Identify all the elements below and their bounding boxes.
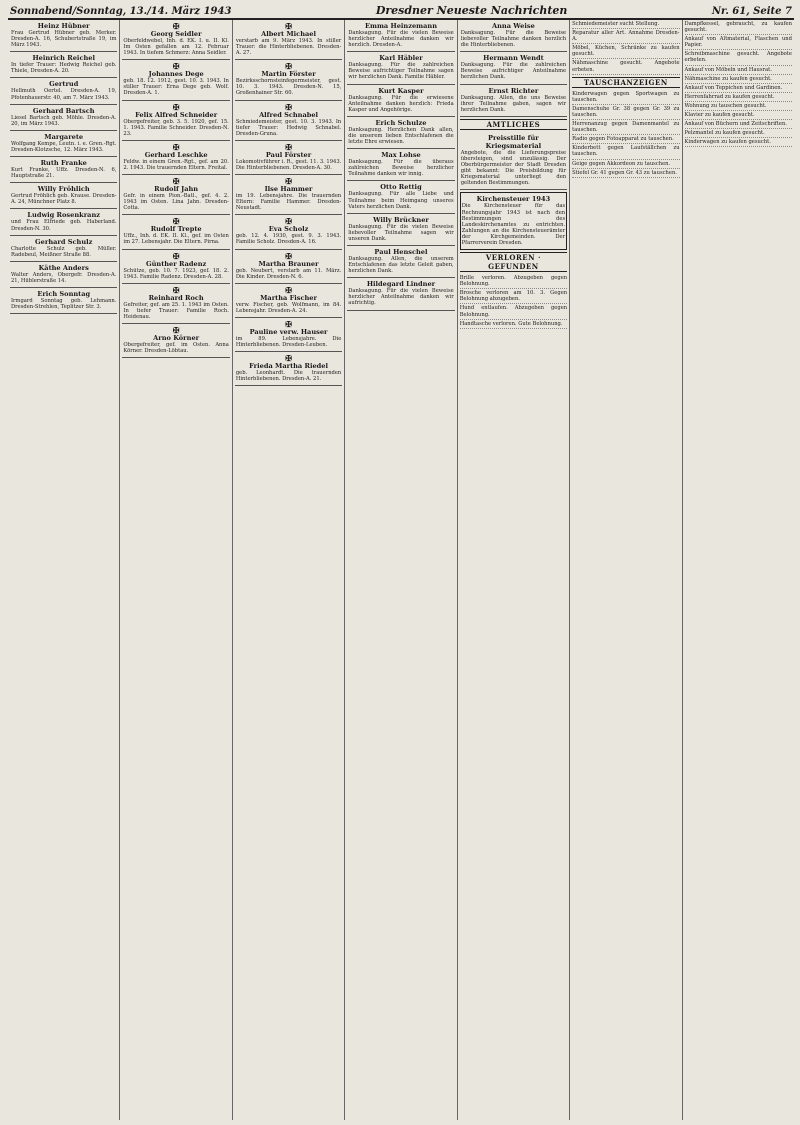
classified-ad: Reparatur aller Art. Annahme Dresden-A.: [572, 29, 679, 44]
notice-name: Max Lohse: [381, 151, 421, 160]
notice: [10, 288, 117, 314]
notice-name: Günther Radenz: [145, 259, 207, 268]
notice-name: Hildegard Lindner: [366, 280, 436, 289]
notice: [235, 175, 342, 215]
notice-name: Felix Alfred Schneider: [135, 110, 218, 119]
notice-name: Arno Körner: [153, 333, 200, 342]
notice-text: Danksagung. Für die zahlreichen Beweise aufrichtiger Anteilnahme herzlichen Dank.: [460, 62, 567, 81]
notice: [10, 157, 117, 183]
notice-text: im 19. Lebensjahre. Die trauernden Eltern: Familie Hammer. Dresden-Neustadt.: [235, 193, 342, 212]
notice: [10, 262, 117, 288]
columns: [8, 20, 794, 1120]
notice: [235, 318, 342, 352]
notice: [347, 246, 454, 278]
masthead-title: Dresdner Neueste Nachrichten: [375, 4, 568, 17]
notice-text: verw. Fischer, geb. Wolfmann, im 84. Lebensjahr. Dresden-A. 24.: [235, 301, 342, 314]
cross-icon: ✠: [172, 21, 180, 31]
cross-icon: ✠: [285, 101, 292, 112]
notice: [10, 78, 117, 104]
notice-text: Danksagung. Allen, die uns Beweise ihrer Teilnahme gaben, sagen wir herzlichen Dank.: [460, 94, 567, 113]
notice-name: Erich Schulze: [375, 118, 427, 127]
notice-name: Frieda Martha Riedel: [249, 362, 328, 371]
notice-name: Erich Sonntag: [37, 289, 91, 298]
notice-name: Georg Seidler: [150, 30, 202, 38]
cross-icon: ✠: [172, 250, 180, 261]
tax-notice: [460, 192, 567, 250]
notice-text: verstarb am 9. März 1943. In stiller Trauer: die Hinterbliebenen. Dresden-A. 27.: [235, 38, 342, 57]
column-4: [345, 20, 457, 1120]
notice-text: Irmgard Sonntag geb. Lehmann. Dresden-Strehlen, Teplitzer Str. 3.: [11, 297, 117, 311]
notice-name: Martin Förster: [261, 70, 316, 79]
notice-name: Ernst Richter: [488, 86, 539, 95]
notice: [122, 60, 229, 100]
notice: [235, 215, 342, 249]
official-heading: AMTLICHES: [460, 119, 567, 130]
notice: [235, 250, 342, 284]
notice-name: Ludwig Rosenkranz: [27, 211, 100, 220]
notice: [122, 141, 229, 175]
classified-ad: Schreibmaschine gesucht. Angebote erbeten.: [685, 50, 792, 65]
notice-text: Danksagung. Für die vielen Beweise herzlicher Anteilnahme danken wir aufrichtig.: [348, 288, 454, 307]
notice: [122, 20, 229, 60]
classified-ads: [572, 20, 679, 75]
classified-ad: Klavier zu kaufen gesucht.: [685, 111, 792, 120]
notice-text: Danksagung. Für die erwiesene Anteilnahme danken herzlich: Frieda Kasper und Angehörige.: [348, 94, 454, 113]
notice-text: Lokomotivführer i. R., gest. 11. 3. 1943. Die Hinterbliebenen. Dresden-A. 30.: [235, 158, 342, 171]
notice-text: Schmiedemeister, gest. 10. 3. 1943. In tiefer Trauer: Hedwig Schnabel. Dresden-Gruna.: [235, 118, 342, 137]
exchange-ads: [572, 90, 679, 178]
notice-text: Schütze, geb. 10. 7. 1923, gef. 18. 2. 1943. Familie Radenz. Dresden-A. 28.: [123, 267, 229, 280]
notice-text: Danksagung. Allen, die unserem Entschlafenen das letzte Geleit gaben, herzlichen Dank.: [348, 255, 454, 275]
notice-text: geb. Neubert, verstarb am 11. März. Die Kinder. Dresden-N. 6.: [235, 267, 342, 280]
official-text: Angebote, die die Lieferungspreise übersteigen, sind unzulässig. Der Oberbürgermeister der Stadt Dresden gibt bekannt: Die Preisbildung für Kriegsmaterial unterliegt den geltenden Bestimmungen.: [460, 149, 567, 187]
notice: [347, 214, 454, 246]
notice-text: Feldw. in einem Gren.-Rgt., gef. am 20. 2. 1943. Die trauernden Eltern. Freital.: [123, 158, 229, 171]
notice: [10, 183, 117, 209]
notice-text: Danksagung. Für die Beweise liebevoller Teilnahme danken herzlich die Hinterbliebenen.: [460, 30, 567, 49]
lost-found-item: Brosche verloren am 10. 3. Gegen Belohnung abzugeben.: [460, 289, 567, 304]
notice-text: Frau Gertrud Hübner geb. Merker. Dresden-A. 16, Schubertstraße 19, im März 1943.: [11, 30, 117, 49]
notice: [460, 52, 567, 84]
notice-name: Albert Michael: [261, 30, 316, 38]
notice-name: Alfred Schnabel: [259, 110, 319, 119]
notice-name: Kurt Kasper: [378, 86, 424, 95]
notice: [10, 20, 117, 52]
classified-ad: Herrenfahrrad zu kaufen gesucht.: [685, 93, 792, 102]
exchange-ad: Herrenanzug gegen Damenmantel zu tauschen.: [572, 120, 679, 135]
notice-name: Martha Fischer: [260, 293, 317, 302]
notice-text: Walter Anders, Obergefr. Dresden-A. 21, Hüblerstraße 14.: [11, 271, 117, 284]
notice-name: Emma Heinzemann: [364, 22, 437, 30]
exchange-ad: Radio gegen Fotoapparat zu tauschen.: [572, 135, 679, 144]
exchange-ad: Kinderbett gegen Laufställchen zu tauschen.: [572, 144, 679, 159]
cross-icon: ✠: [172, 101, 180, 112]
masthead: [8, 4, 794, 20]
notice-name: Gerhard Leschke: [144, 150, 208, 159]
cross-icon: ✠: [285, 176, 292, 187]
notice-name: Otto Rettig: [380, 183, 422, 192]
classified-ad: Ankauf von Teppichen und Gardinen.: [685, 84, 792, 93]
notice-text: Danksagung. Für alle Liebe und Teilnahme beim Heimgang unseres Vaters herzlichen Dank.: [348, 191, 454, 210]
notice-name: Ilse Hammer: [264, 185, 313, 194]
notice-name: Paul Förster: [265, 150, 312, 159]
notice-text: Obergefreiter, geb. 3. 5. 1920, gef. 15. 1. 1943. Familie Schneider. Dresden-N. 23.: [123, 118, 229, 137]
notice-name: Gertrud: [49, 80, 79, 89]
classified-ad: Möbel, Küchen, Schränke zu kaufen gesucht.: [572, 44, 679, 59]
lost-found-list: [460, 274, 567, 329]
notice-name: Margarete: [44, 132, 84, 141]
exchange-ad: Kinderwagen gegen Sportwagen zu tauschen.: [572, 90, 679, 105]
notice: [122, 215, 229, 249]
notice: [347, 278, 454, 310]
notice-text: Danksagung. Für die zahlreichen Beweise aufrichtiger Teilnahme sagen wir herzlichen Dank. Familie Häbler.: [348, 62, 454, 81]
notice-text: Gefr. in einem Pion.-Batl., gef. 4. 2. 1943 im Osten. Lina Jahn. Dresden-Cotta.: [123, 193, 229, 212]
column-1: [8, 20, 120, 1120]
notice-text: Gefreiter, gef. am 25. 1. 1943 im Osten. In tiefer Trauer: Familie Roch. Heidenau.: [123, 301, 229, 320]
notice-text: geb. 18. 12. 1912, gest. 10. 3. 1943. In stiller Trauer: Erna Dege geb. Wolf. Dresden-A. 1.: [123, 78, 229, 97]
notice-text: Kurt Franke, Uffz. Dresden-N. 6, Hauptstraße 21.: [11, 167, 117, 180]
exchange-ad: Geige gegen Akkordeon zu tauschen.: [572, 160, 679, 169]
cross-icon: ✠: [172, 141, 180, 152]
notice: [235, 20, 342, 60]
notice: [122, 324, 229, 358]
notice: [10, 131, 117, 157]
notice: [347, 149, 454, 181]
exchange-heading: TAUSCHANZEIGEN: [572, 77, 679, 88]
notice-text: Uffz., Inh. d. EK. II. Kl., gef. im Osten im 27. Lebensjahr. Die Eltern. Pirna.: [123, 233, 229, 246]
notice: [460, 20, 567, 52]
notice-name: Johannes Dege: [148, 70, 204, 79]
notice-name: Heinrich Reichel: [32, 54, 95, 63]
notice-name: Willy Fröhlich: [37, 185, 90, 194]
column-3: [233, 20, 345, 1120]
notice-text: Hellmuth Oertel. Dresden-A. 19, Pfotenhauerstr. 40, am 7. März 1943.: [11, 88, 117, 101]
cross-icon: ✠: [172, 61, 180, 72]
notice: [122, 101, 229, 141]
masthead-page-number: Nr. 61, Seite 7: [711, 6, 792, 17]
notice-name: Rudolf Jahn: [154, 185, 199, 194]
lost-found-item: Handtasche verloren. Gute Belohnung.: [460, 320, 567, 329]
cross-icon: ✠: [285, 21, 292, 31]
notice-text: Oberfeldwebel, Inh. d. EK. I. u. II. Kl. Im Osten gefallen am 12. Februar 1943. In tiefem Schmerz: Anna Seidler.: [123, 38, 229, 57]
classified-ad: Ankauf von Möbeln und Hausrat.: [685, 66, 792, 75]
notice-name: Reinhard Roch: [148, 293, 204, 302]
cross-icon: ✠: [172, 176, 180, 187]
notice: [235, 141, 342, 175]
classified-ad: Kinderwagen zu kaufen gesucht.: [685, 138, 792, 147]
notice-text: Danksagung. Für die vielen Beweise herzlicher Anteilnahme danken wir herzlich. Dresden-A.: [348, 30, 454, 49]
notice-text: Obergefreiter, gef. im Osten. Anna Körner. Dresden-Löbtau.: [123, 341, 229, 355]
notice-text: Danksagung. Herzlichen Dank allen, die unserem lieben Entschlafenen die letzte Ehre erwiesen.: [348, 126, 454, 146]
notice: [235, 60, 342, 100]
notice-name: Heinz Hübner: [37, 22, 90, 30]
notice-text: geb. 12. 4. 1930, gest. 9. 3. 1943. Familie Scholz. Dresden-A. 16.: [235, 233, 342, 246]
cross-icon: ✠: [285, 141, 292, 152]
tax-heading: Kirchensteuer 1943: [476, 195, 551, 204]
column-7: [683, 20, 794, 1120]
notice-text: Danksagung. Für die überaus zahlreichen Beweise herzlicher Teilnahme danken wir innig.: [348, 159, 454, 178]
notice-name: Martha Brauner: [258, 259, 319, 268]
column-6: [570, 20, 682, 1120]
notice-name: Gerhard Bartsch: [32, 106, 95, 115]
classified-ad: Schmiedemeister sucht Stellung.: [572, 20, 679, 29]
classified-ad: Wohnung zu tauschen gesucht.: [685, 102, 792, 111]
column-5: [458, 20, 570, 1120]
official-notice: [460, 132, 567, 191]
notice-text: im 89. Lebensjahre. Die Hinterbliebenen. Dresden-Leuben.: [235, 335, 342, 348]
notice-text: Liesel Bartsch geb. Möhle. Dresden-A. 20, im März 1943.: [11, 114, 117, 127]
notice-name: Paul Henschel: [374, 247, 428, 256]
notice: [10, 105, 117, 131]
exchange-ad: Stiefel Gr. 41 gegen Gr. 43 zu tauschen.: [572, 169, 679, 178]
newspaper-page: [8, 4, 794, 1120]
notice: [235, 352, 342, 386]
notice: [347, 181, 454, 213]
notice: [347, 52, 454, 84]
tax-text: Die Kirchensteuer für das Rechnungsjahr 1943 ist nach den Bestimmungen des Landeskirchenamtes zu entrichten. Zahlungen an die Kirchensteuerämter der Kirchgemeinden. Der Pfarrerverein Dresden.: [461, 203, 566, 246]
notice-name: Anna Weise: [492, 22, 535, 30]
classified-ad: Dampfkessel, gebraucht, zu kaufen gesucht.: [685, 20, 792, 35]
cross-icon: ✠: [285, 318, 292, 329]
notice-name: Karl Häbler: [379, 54, 423, 63]
column-5-notices: [460, 20, 567, 117]
classified-ad: Nähmaschine zu kaufen gesucht.: [685, 75, 792, 84]
masthead-date: Sonnabend/Sonntag, 13./14. März 1943: [10, 6, 232, 17]
notice-text: Gertrud Fröhlich geb. Krause. Dresden-A. 24, Münchner Platz 8.: [11, 193, 117, 206]
notice-name: Gerhard Schulz: [35, 237, 93, 246]
lost-found-item: Brille verloren. Abzugeben gegen Belohnung.: [460, 274, 567, 289]
classified-ad: Nähmaschine gesucht. Angebote erbeten.: [572, 59, 679, 74]
notice: [347, 117, 454, 149]
classified-ad: Ankauf von Altmaterial, Flaschen und Papier.: [685, 35, 792, 50]
notice-name: Eva Scholz: [268, 225, 309, 234]
notice: [122, 250, 229, 284]
lost-found-item: Hund entlaufen. Abzugeben gegen Belohnung.: [460, 304, 567, 319]
notice-text: Danksagung. Für die vielen Beweise liebevoller Teilnahme sagen wir unseren Dank.: [348, 223, 454, 242]
notice: [10, 52, 117, 78]
notice: [122, 284, 229, 324]
notice: [235, 101, 342, 141]
notice-name: Willy Brückner: [373, 215, 429, 224]
notice-text: In tiefer Trauer: Hedwig Reichel geb. Thiele, Dresden-A. 20.: [11, 62, 117, 75]
classified-ad: Ankauf von Büchern und Zeitschriften.: [685, 120, 792, 129]
notice-name: Rudolf Trepte: [150, 225, 202, 234]
classified-ad: Pelzmantel zu kaufen gesucht.: [685, 129, 792, 138]
notice-text: Wolfgang Kempe, Leutn. i. e. Gren.-Rgt. Dresden-Klotzsche, 12. März 1943.: [11, 140, 117, 153]
notice: [460, 85, 567, 117]
lost-found-heading: VERLOREN · GEFUNDEN: [460, 252, 567, 272]
cross-icon: ✠: [285, 284, 292, 295]
cross-icon: ✠: [172, 284, 180, 295]
notice: [122, 175, 229, 215]
notice: [235, 284, 342, 318]
cross-icon: ✠: [285, 353, 292, 364]
notice-text: und Frau Elfriede geb. Haberland. Dresden-N. 30.: [11, 219, 117, 232]
notice-text: Bezirksschornsteinfegermeister, gest. 10. 3. 1943. Dresden-N. 15, Großenhainer Str. 60.: [235, 78, 342, 97]
cross-icon: ✠: [285, 250, 292, 261]
cross-icon: ✠: [285, 61, 292, 72]
notice-name: Ruth Franke: [40, 159, 87, 168]
exchange-ad: Damenschuhe Gr. 38 gegen Gr. 39 zu tauschen.: [572, 105, 679, 120]
notice: [347, 20, 454, 52]
cross-icon: ✠: [172, 216, 180, 227]
notice-name: Käthe Anders: [38, 263, 89, 272]
cross-icon: ✠: [172, 324, 180, 335]
notice-text: geb. Leonhardt. Die trauernden Hinterbliebenen. Dresden-A. 21.: [235, 370, 342, 383]
notice: [10, 209, 117, 235]
cross-icon: ✠: [285, 216, 292, 227]
column-2: [120, 20, 232, 1120]
notice-name: Hermann Wendt: [483, 54, 544, 63]
notice-text: Charlotte Schulz geb. Müller. Radebeul, Meißner Straße 88.: [11, 245, 117, 258]
official-subtitle: Preisstille für Kriegsmaterial: [485, 133, 542, 150]
notice-name: Pauline verw. Hauser: [249, 327, 328, 336]
notice: [347, 85, 454, 117]
notice: [10, 236, 117, 262]
